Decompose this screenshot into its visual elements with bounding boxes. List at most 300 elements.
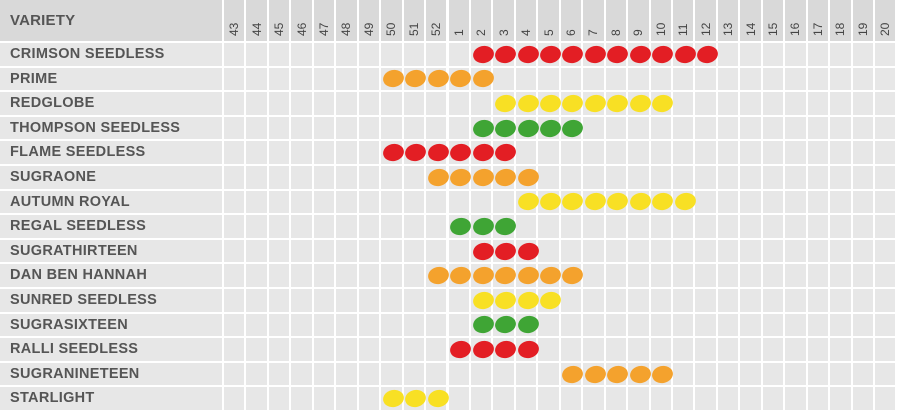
week-cell — [695, 141, 715, 164]
week-cell — [404, 289, 424, 312]
variety-row-label — [0, 215, 222, 238]
week-cell — [606, 338, 626, 361]
week-cell — [875, 43, 895, 66]
variety-row-label — [0, 68, 222, 91]
week-cell — [246, 43, 266, 66]
week-label: 45 — [272, 22, 287, 36]
week-cell — [740, 363, 760, 386]
week-cell — [695, 92, 715, 115]
week-cell — [359, 68, 379, 91]
variety-name: AUTUMN ROYAL — [10, 193, 130, 210]
week-cell — [808, 191, 828, 214]
week-cell — [583, 240, 603, 263]
week-cell — [875, 387, 895, 410]
week-label: 3 — [496, 29, 511, 36]
week-cell — [740, 68, 760, 91]
variety-row-label — [0, 166, 222, 189]
week-cell — [269, 141, 289, 164]
week-cell — [651, 338, 671, 361]
week-cell — [561, 338, 581, 361]
week-cell — [291, 166, 311, 189]
week-label: 19 — [855, 22, 870, 36]
week-cell — [426, 289, 446, 312]
week-cell — [471, 191, 491, 214]
week-cell — [628, 117, 648, 140]
week-cell — [246, 240, 266, 263]
week-cell — [875, 289, 895, 312]
week-cell — [291, 289, 311, 312]
week-cell — [853, 240, 873, 263]
week-cell — [695, 191, 715, 214]
week-cell — [359, 141, 379, 164]
week-cell — [449, 289, 469, 312]
week-cell — [808, 387, 828, 410]
week-cell — [830, 43, 850, 66]
week-cell — [336, 92, 356, 115]
week-cell — [404, 215, 424, 238]
week-cell — [449, 363, 469, 386]
variety-row-label — [0, 92, 222, 115]
week-cell — [269, 387, 289, 410]
week-cell — [763, 314, 783, 337]
week-cell — [785, 215, 805, 238]
week-cell — [830, 117, 850, 140]
week-cell — [763, 141, 783, 164]
week-label: 5 — [541, 29, 556, 36]
week-cell — [808, 43, 828, 66]
week-cell — [853, 363, 873, 386]
week-cell — [224, 166, 244, 189]
week-cell — [291, 191, 311, 214]
week-cell — [808, 240, 828, 263]
week-cell — [291, 240, 311, 263]
week-cell — [875, 92, 895, 115]
variety-name: CRIMSON SEEDLESS — [10, 46, 165, 62]
week-label: 7 — [586, 29, 601, 36]
week-cell — [359, 117, 379, 140]
week-cell — [381, 289, 401, 312]
week-cell — [404, 43, 424, 66]
week-cell — [830, 314, 850, 337]
week-cell — [651, 264, 671, 287]
week-cell — [359, 264, 379, 287]
week-cell — [808, 289, 828, 312]
week-cell — [359, 387, 379, 410]
week-cell — [875, 117, 895, 140]
week-label: 10 — [653, 22, 668, 36]
week-cell — [606, 117, 626, 140]
week-cell — [516, 363, 536, 386]
variety-row-label — [0, 191, 222, 214]
week-cell — [785, 43, 805, 66]
week-cell — [763, 92, 783, 115]
week-cell — [336, 387, 356, 410]
week-cell — [853, 43, 873, 66]
week-cell — [673, 141, 693, 164]
week-cell — [830, 387, 850, 410]
week-cell — [718, 387, 738, 410]
week-cell — [246, 314, 266, 337]
week-cell — [830, 92, 850, 115]
week-cell — [628, 314, 648, 337]
week-cell — [291, 43, 311, 66]
week-cell — [314, 363, 334, 386]
week-cell — [449, 191, 469, 214]
week-label: 9 — [631, 29, 646, 36]
week-cell — [808, 363, 828, 386]
variety-name: SUGRASIXTEEN — [10, 316, 129, 333]
week-cell — [269, 92, 289, 115]
week-cell — [314, 387, 334, 410]
week-cell — [740, 92, 760, 115]
week-cell — [606, 314, 626, 337]
week-label: 15 — [766, 22, 781, 36]
week-cell — [359, 166, 379, 189]
week-cell — [673, 215, 693, 238]
week-cell — [830, 264, 850, 287]
week-cell — [875, 240, 895, 263]
week-cell — [314, 117, 334, 140]
week-cell — [718, 264, 738, 287]
week-cell — [875, 166, 895, 189]
week-cell — [785, 289, 805, 312]
week-cell — [224, 363, 244, 386]
week-label: 52 — [429, 22, 444, 36]
week-cell — [740, 240, 760, 263]
week-cell — [291, 68, 311, 91]
week-cell — [673, 387, 693, 410]
week-cell — [269, 338, 289, 361]
week-cell — [583, 68, 603, 91]
week-cell — [516, 68, 536, 91]
week-cell — [651, 117, 671, 140]
week-cell — [269, 215, 289, 238]
week-cell — [628, 141, 648, 164]
week-cell — [763, 240, 783, 263]
week-cell — [875, 191, 895, 214]
week-cell — [583, 166, 603, 189]
week-cell — [404, 240, 424, 263]
week-cell — [785, 363, 805, 386]
week-cell — [449, 92, 469, 115]
week-cell — [830, 166, 850, 189]
week-cell — [695, 166, 715, 189]
week-cell — [628, 166, 648, 189]
week-cell — [875, 215, 895, 238]
week-cell — [359, 92, 379, 115]
week-cell — [246, 338, 266, 361]
week-cell — [875, 338, 895, 361]
week-cell — [785, 166, 805, 189]
week-cell — [538, 314, 558, 337]
week-cell — [740, 117, 760, 140]
week-cell — [740, 387, 760, 410]
week-cell — [314, 92, 334, 115]
week-cell — [471, 387, 491, 410]
week-cell — [695, 338, 715, 361]
variety-row-label — [0, 387, 222, 410]
week-cell — [246, 117, 266, 140]
week-cell — [853, 68, 873, 91]
week-cell — [875, 141, 895, 164]
week-cell — [381, 338, 401, 361]
week-cell — [336, 215, 356, 238]
week-cell — [246, 92, 266, 115]
week-cell — [763, 166, 783, 189]
week-cell — [561, 387, 581, 410]
week-cell — [246, 215, 266, 238]
week-cell — [336, 68, 356, 91]
week-cell — [628, 68, 648, 91]
week-cell — [314, 264, 334, 287]
week-cell — [718, 92, 738, 115]
week-cell — [718, 166, 738, 189]
variety-row-label — [0, 240, 222, 263]
week-cell — [651, 68, 671, 91]
week-cell — [224, 338, 244, 361]
week-cell — [830, 215, 850, 238]
variety-name: STARLIGHT — [10, 390, 95, 407]
week-cell — [404, 363, 424, 386]
week-cell — [673, 289, 693, 312]
week-cell — [763, 338, 783, 361]
week-cell — [426, 43, 446, 66]
week-cell — [628, 387, 648, 410]
week-cell — [651, 314, 671, 337]
week-cell — [336, 363, 356, 386]
variety-name: PRIME — [10, 70, 58, 87]
week-cell — [853, 166, 873, 189]
week-cell — [583, 215, 603, 238]
week-cell — [785, 387, 805, 410]
week-cell — [830, 141, 850, 164]
week-cell — [336, 264, 356, 287]
week-cell — [763, 363, 783, 386]
week-cell — [830, 363, 850, 386]
week-cell — [471, 92, 491, 115]
week-label: 20 — [878, 22, 893, 36]
week-label: 4 — [519, 29, 534, 36]
week-cell — [381, 92, 401, 115]
variety-row-label — [0, 43, 222, 66]
week-cell — [651, 166, 671, 189]
variety-row-label — [0, 289, 222, 312]
week-cell — [875, 264, 895, 287]
week-cell — [606, 264, 626, 287]
week-cell — [785, 338, 805, 361]
week-cell — [246, 363, 266, 386]
week-cell — [808, 338, 828, 361]
week-cell — [269, 43, 289, 66]
week-cell — [381, 43, 401, 66]
week-cell — [538, 215, 558, 238]
week-cell — [808, 92, 828, 115]
week-cell — [426, 191, 446, 214]
week-cell — [561, 166, 581, 189]
week-cell — [583, 289, 603, 312]
week-cell — [830, 191, 850, 214]
week-cell — [224, 43, 244, 66]
week-cell — [291, 215, 311, 238]
week-cell — [426, 117, 446, 140]
week-cell — [269, 191, 289, 214]
week-cell — [718, 314, 738, 337]
week-cell — [695, 387, 715, 410]
week-cell — [673, 240, 693, 263]
week-cell — [673, 68, 693, 91]
variety-name: SUGRANINETEEN — [10, 365, 140, 382]
week-cell — [853, 289, 873, 312]
week-cell — [763, 117, 783, 140]
week-cell — [785, 141, 805, 164]
week-cell — [291, 117, 311, 140]
week-cell — [224, 387, 244, 410]
week-cell — [246, 387, 266, 410]
variety-row-label — [0, 338, 222, 361]
week-label: 13 — [721, 22, 736, 36]
week-cell — [606, 141, 626, 164]
week-cell — [291, 264, 311, 287]
week-label: 50 — [384, 22, 399, 36]
week-cell — [583, 338, 603, 361]
week-cell — [853, 215, 873, 238]
week-cell — [628, 215, 648, 238]
week-cell — [853, 141, 873, 164]
week-cell — [808, 141, 828, 164]
week-cell — [718, 43, 738, 66]
week-cell — [853, 92, 873, 115]
week-cell — [875, 363, 895, 386]
week-cell — [673, 264, 693, 287]
week-cell — [830, 240, 850, 263]
week-cell — [673, 92, 693, 115]
week-cell — [561, 215, 581, 238]
week-cell — [808, 215, 828, 238]
week-cell — [695, 264, 715, 287]
week-cell — [740, 191, 760, 214]
week-cell — [404, 314, 424, 337]
week-cell — [853, 338, 873, 361]
week-cell — [561, 314, 581, 337]
week-cell — [673, 338, 693, 361]
week-cell — [291, 387, 311, 410]
week-cell — [269, 240, 289, 263]
week-cell — [449, 43, 469, 66]
week-cell — [740, 264, 760, 287]
week-cell — [538, 141, 558, 164]
week-cell — [695, 215, 715, 238]
week-label: 2 — [474, 29, 489, 36]
week-cell — [695, 68, 715, 91]
week-cell — [785, 191, 805, 214]
week-cell — [651, 289, 671, 312]
week-cell — [381, 215, 401, 238]
variety-row-label — [0, 141, 222, 164]
week-cell — [291, 92, 311, 115]
week-label: 18 — [833, 22, 848, 36]
variety-name: SUGRATHIRTEEN — [10, 242, 138, 259]
week-cell — [449, 117, 469, 140]
week-cell — [493, 191, 513, 214]
week-cell — [673, 314, 693, 337]
week-cell — [493, 68, 513, 91]
week-cell — [606, 387, 626, 410]
week-cell — [449, 240, 469, 263]
week-cell — [853, 191, 873, 214]
week-cell — [763, 215, 783, 238]
week-cell — [246, 264, 266, 287]
week-cell — [718, 141, 738, 164]
week-cell — [785, 117, 805, 140]
week-cell — [336, 314, 356, 337]
week-cell — [673, 117, 693, 140]
week-cell — [291, 338, 311, 361]
week-cell — [471, 363, 491, 386]
week-cell — [583, 264, 603, 287]
week-cell — [291, 314, 311, 337]
week-cell — [336, 240, 356, 263]
week-cell — [314, 166, 334, 189]
variety-column-header — [0, 0, 222, 41]
week-cell — [291, 363, 311, 386]
week-cell — [583, 314, 603, 337]
week-label: 16 — [788, 22, 803, 36]
week-cell — [359, 363, 379, 386]
week-cell — [583, 387, 603, 410]
week-label: 44 — [249, 22, 264, 36]
variety-name: REGAL SEEDLESS — [10, 218, 147, 235]
week-cell — [606, 166, 626, 189]
week-cell — [224, 264, 244, 287]
week-cell — [336, 191, 356, 214]
variety-name: SUNRED SEEDLESS — [10, 292, 158, 308]
week-cell — [381, 117, 401, 140]
week-cell — [314, 289, 334, 312]
week-cell — [853, 117, 873, 140]
week-cell — [583, 141, 603, 164]
week-cell — [785, 240, 805, 263]
week-cell — [740, 338, 760, 361]
week-cell — [651, 215, 671, 238]
variety-row-label — [0, 363, 222, 386]
variety-name: REDGLOBE — [10, 95, 95, 112]
variety-name: SUGRAONE — [10, 169, 97, 185]
variety-name: RALLI SEEDLESS — [10, 341, 139, 358]
week-label: 8 — [608, 29, 623, 36]
week-cell — [426, 314, 446, 337]
week-cell — [516, 141, 536, 164]
week-cell — [763, 289, 783, 312]
week-cell — [628, 264, 648, 287]
week-cell — [381, 191, 401, 214]
week-cell — [538, 240, 558, 263]
week-cell — [763, 264, 783, 287]
week-cell — [785, 264, 805, 287]
week-cell — [359, 240, 379, 263]
week-cell — [404, 191, 424, 214]
week-cell — [314, 338, 334, 361]
week-cell — [359, 314, 379, 337]
week-cell — [808, 68, 828, 91]
week-cell — [718, 117, 738, 140]
week-cell — [291, 141, 311, 164]
week-cell — [381, 314, 401, 337]
week-cell — [606, 240, 626, 263]
week-cell — [695, 240, 715, 263]
week-cell — [426, 215, 446, 238]
week-cell — [493, 363, 513, 386]
week-cell — [808, 314, 828, 337]
